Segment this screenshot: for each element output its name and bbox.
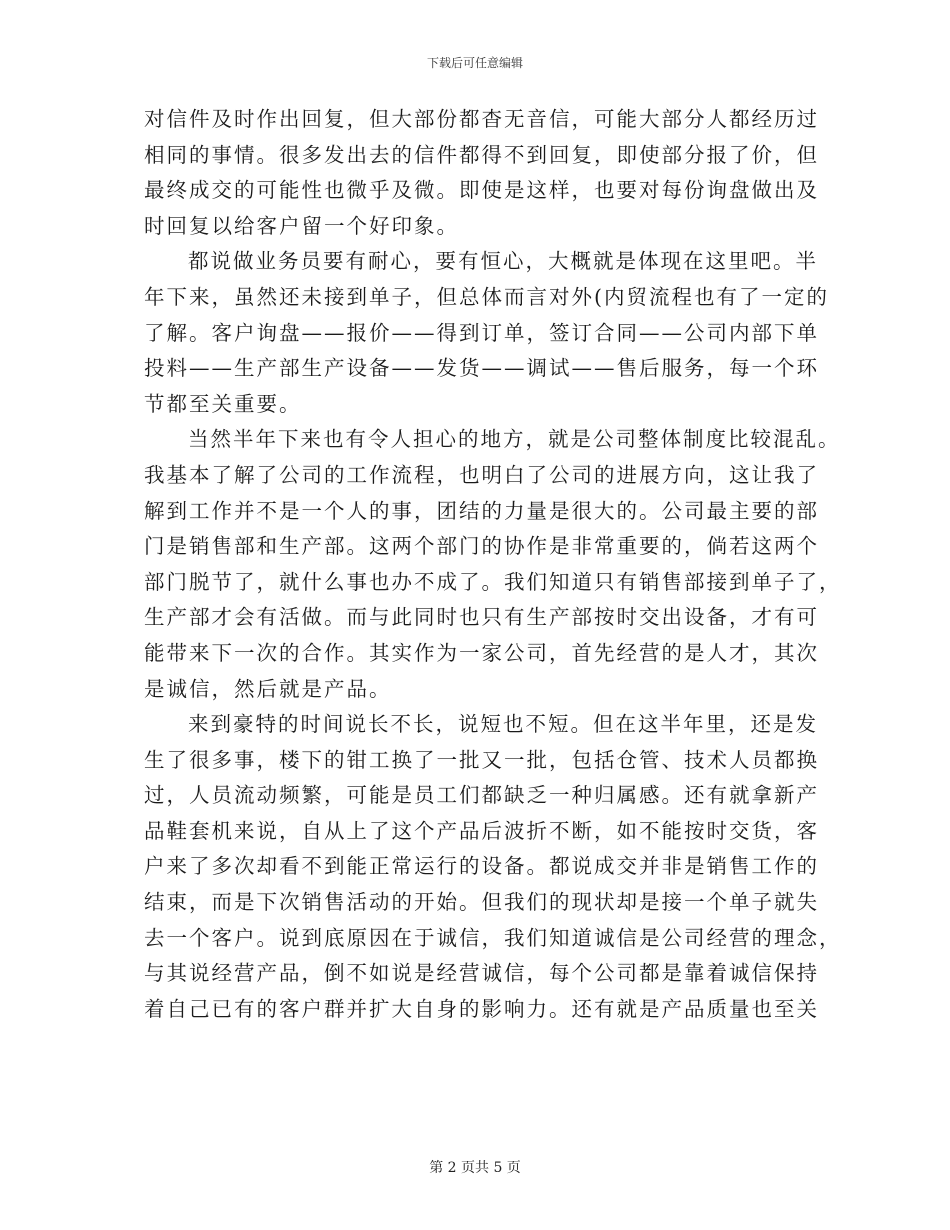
text-line: 着自己已有的客户群并扩大自身的影响力。还有就是产品质量也至关 [144,996,819,1021]
text-line-paragraph-start: 来到豪特的时间说长不长，说短也不短。但在这半年里，还是发 [188,712,818,737]
text-line: 投料——生产部生产设备——发货——调试——售后服务，每一个环 [144,356,819,381]
text-line: 生产部才会有活做。而与此同时也只有生产部按时交出设备，才有可 [144,605,819,630]
text-line: 与其说经营产品，倒不如说是经营诚信，每个公司都是靠着诚信保持 [144,961,819,986]
text-line: 生了很多事，楼下的钳工换了一批又一批，包括仓管、技术人员都换 [144,747,819,772]
page-header: 下载后可任意编辑 [426,56,523,70]
text-line: 年下来，虽然还未接到单子，但总体而言对外(内贸流程也有了一定的 [144,284,829,309]
text-line: 解到工作并不是一个人的事，团结的力量是很大的。公司最主要的部 [144,498,819,523]
text-line: 了解。客户询盘——报价——得到订单，签订合同——公司内部下单 [144,320,819,345]
text-line: 是诚信，然后就是产品。 [144,676,392,701]
text-line: 品鞋套机来说，自从上了这个产品后波折不断，如不能按时交货，客 [144,818,819,843]
text-line: 我基本了解了公司的工作流程，也明白了公司的进展方向，这让我了 [144,462,819,487]
text-line: 结束，而是下次销售活动的开始。但我们的现状却是接一个单子就失 [144,890,819,915]
text-line: 去一个客户。说到底原因在于诚信，我们知道诚信是公司经营的理念， [144,925,842,950]
text-line: 时回复以给客户留一个好印象。 [144,213,459,238]
text-line-paragraph-start: 都说做业务员要有耐心，要有恒心，大概就是体现在这里吧。半 [188,249,818,274]
text-line: 最终成交的可能性也微乎及微。即使是这样，也要对每份询盘做出及 [144,178,819,203]
text-line: 对信件及时作出回复，但大部份都杳无音信，可能大部分人都经历过 [144,107,819,131]
text-line-paragraph-start: 当然半年下来也有令人担心的地方，就是公司整体制度比较混乱。 [188,427,841,452]
text-line: 过，人员流动频繁，可能是员工们都缺乏一种归属感。还有就拿新产 [144,783,819,808]
page-number: 第 2 页共 5 页 [429,1160,521,1176]
document-body [144,102,842,1027]
text-line: 能带来下一次的合作。其实作为一家公司，首先经营的是人才，其次 [144,640,819,665]
text-line: 节都至关重要。 [144,391,302,416]
text-line: 相同的事情。很多发出去的信件都得不到回复，即使部分报了价，但 [144,142,819,167]
text-line: 户来了多次却看不到能正常运行的设备。都说成交并非是销售工作的 [144,854,819,879]
text-line: 部门脱节了，就什么事也办不成了。我们知道只有销售部接到单子了， [144,569,842,594]
text-line: 门是销售部和生产部。这两个部门的协作是非常重要的，倘若这两个 [144,534,819,559]
